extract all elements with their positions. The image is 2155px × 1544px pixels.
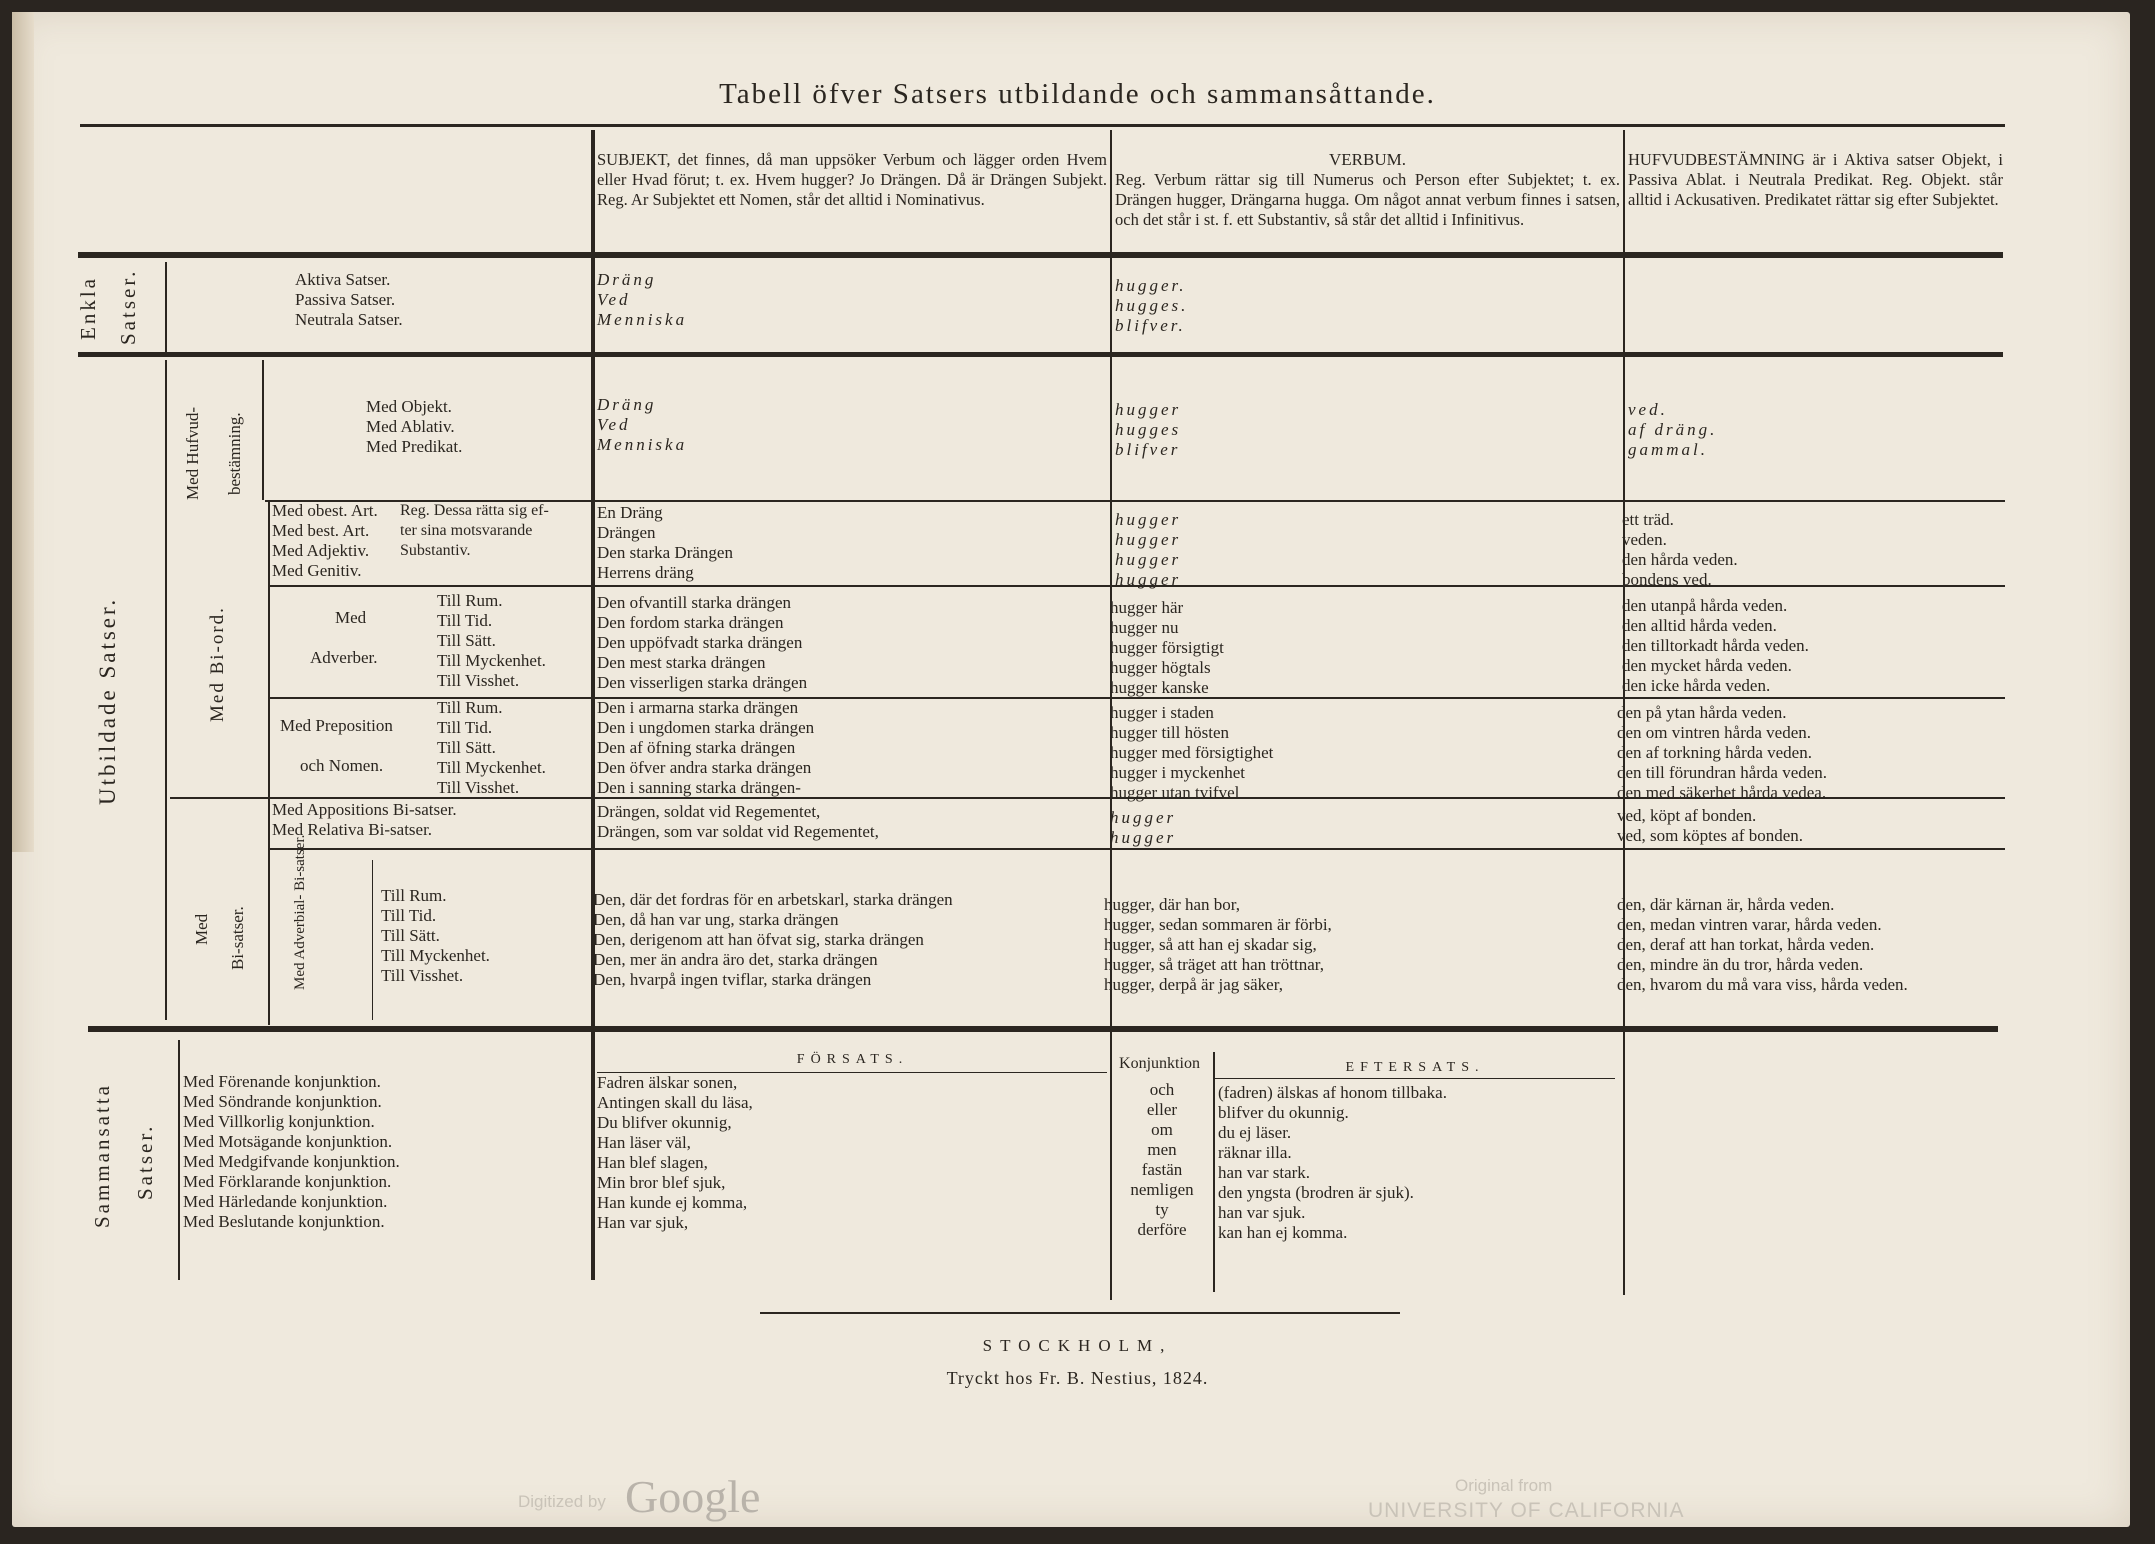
hufvud-types: Med Objekt. Med Ablativ. Med Predikat. (366, 397, 463, 456)
art-subjects: En Dräng Drängen Den starka Drängen Herrens dräng (597, 503, 733, 582)
bisatser-label: Bi-satser. (228, 906, 247, 970)
enkla-verbs: hugger. hugges. blifver. (1115, 276, 1189, 335)
side-divider-4 (268, 500, 270, 1025)
eftersats-rule (1215, 1078, 1615, 1079)
bestamning-label: bestämning. (225, 412, 244, 495)
sammansatta-label: Sammansatta (90, 1083, 114, 1228)
subjekt-divider (591, 130, 595, 1280)
art-bestamning: ett träd. veden. den hårda veden. bondens ved. (1622, 510, 1738, 589)
enkla-rule (78, 352, 2003, 357)
table-title: Tabell öfver Satsers utbildande och sammansåttande. (719, 78, 1436, 110)
samman-types: Med Förenande konjunktion. Med Söndrande konjunktion. Med Villkorlig konjunktion. Med Motsägande konjunktion. Med Medgifvande konjunktion. Med Förklarande konjunktion. Med Härledande konjunktion. Med Beslutande konjunktion. (183, 1072, 400, 1231)
prep-till: Till Rum. Till Tid. Till Sätt. Till Myckenhet. Till Visshet. (437, 698, 546, 797)
original-from-text: Original from (1455, 1476, 1553, 1495)
university-text: UNIVERSITY OF CALIFORNIA (1368, 1499, 1685, 1522)
forsats-title: FÖRSATS. (796, 1052, 909, 1067)
samman-satser-label: Satser. (133, 1123, 157, 1200)
footer-rule (760, 1312, 1400, 1314)
imprint-printer: Tryckt hos Fr. B. Nestius, 1824. (946, 1368, 1209, 1388)
imprint-city: STOCKHOLM, (982, 1336, 1173, 1355)
digitized-by-text: Digitized by (518, 1492, 606, 1511)
side-divider-2 (165, 360, 167, 1020)
appos-bestamning: ved, köpt af bonden. ved, som köptes af bonden. (1617, 806, 1804, 845)
advbi-subjects: Den, där det fordras för en arbetskarl, starka drängen Den, då han var ung, starka drängen Den, derigenom att han öfvat sig, starka drängen Den, mer än andra äro det, starka drängen Den, hvarpå ingen tviflar, starka drängen (593, 890, 953, 989)
adverb-till: Till Rum. Till Tid. Till Sätt. Till Myckenhet. Till Visshet. (437, 591, 546, 690)
forsats-lines: Fadren älskar sonen, Antingen skall du läsa, Du blifver okunnig, Han läser väl, Han blef slagen, Min bror blef sjuk, Han kunde ej komma, Han var sjuk, (597, 1073, 753, 1232)
verbum-header-title: VERBUM. (1329, 150, 1406, 169)
title-rule (80, 124, 2005, 127)
med-hufvud-label: Med Hufvud- (183, 406, 202, 500)
book-spine-edge (12, 12, 34, 852)
art-rule-note: Reg. Dessa rätta sig ef- ter sina motsvarande Substantiv. (400, 502, 549, 559)
med-label: Med (192, 913, 211, 945)
advbi-till: Till Rum. Till Tid. Till Sätt. Till Myckenhet. Till Visshet. (381, 886, 490, 985)
advbi-label: Med Adverbial- Bi-satser. (292, 834, 308, 990)
hufvud-bestamning: ved. af dräng. gammal. (1628, 400, 1718, 459)
art-types: Med obest. Art. Med best. Art. Med Adjektiv. Med Genitiv. (272, 501, 378, 580)
side-divider-3 (262, 360, 264, 500)
konj-list: och eller om men fastän nemligen ty derföre (1130, 1080, 1194, 1239)
utbildade-rule (88, 1026, 1998, 1032)
enkla-types: Aktiva Satser. Passiva Satser. Neutrala Satser. (295, 270, 403, 329)
prep-label-1: Med Preposition (280, 716, 393, 735)
adverb-bestamning: den utanpå hårda veden. den alltid hårda veden. den tilltorkadt hårda veden. den mycket hårda veden. den icke hårda veden. (1622, 596, 1809, 695)
adverb-subjects: Den ofvantill starka drängen Den fordom starka drängen Den uppöfvadt starka drängen Den mest starka drängen Den visserligen starka drängen (597, 593, 808, 692)
prep-label-2: och Nomen. (300, 756, 384, 775)
adverb-label-1: Med (335, 608, 367, 627)
appos-verbs: hugger hugger (1110, 808, 1177, 847)
verbum-header: Reg. Verbum rättar sig till Numerus och Person efter Subjektet; t. ex. Drängen hugger, Drängarna hugga. Om något annat verbum finnes i satsen, och det står i st. f. ett Substantiv, så står det alltid i Infinitivus. (1115, 170, 1620, 229)
advbi-bestamning: den, där kärnan är, hårda veden. den, medan vintren varar, hårda veden. den, deraf att han torkat, hårda veden. den, mindre än du tror, hårda veden. den, hvarom du må vara viss, hårda veden. (1617, 895, 1908, 994)
appos-types: Med Appositions Bi-satser. Med Relativa Bi-satser. (272, 800, 457, 839)
utbildade-label: Utbildade Satser. (95, 596, 120, 805)
eftersats-title: EFTERSATS. (1345, 1060, 1485, 1075)
enkla-label: Enkla (76, 276, 100, 340)
enkla-satser-label: Satser. (116, 268, 140, 345)
appos-subjects: Drängen, soldat vid Regementet, Drängen, som var soldat vid Regementet, (597, 802, 879, 841)
appos-rule (270, 848, 2005, 850)
subjekt-header: SUBJEKT, det finnes, då man uppsöker Verbum och lägger orden Hvem eller Hvad förut; t. ex. Hvem hugger? Jo Drängen. Då är Drängen Subjekt. Reg. Ar Subjektet ett Nomen, står det alltid i Nominativus. (597, 150, 1107, 209)
side-divider-5 (178, 1040, 180, 1280)
hufvud-subjects: Dräng Ved Menniska (597, 395, 688, 454)
enkla-subjects: Dräng Ved Menniska (597, 270, 688, 329)
hufvud-header: HUFVUDBESTÄMNING är i Aktiva satser Objekt, i Passiva Ablat. i Neutrala Predikat. Reg. Objekt. står alltid i Ackusativen. Predikatet rättar sig efter Subjektet. (1628, 150, 2003, 209)
eftersats-lines: (fadren) älskas af honom tillbaka. blifver du okunnig. du ej läser. räknar illa. han var stark. den yngsta (brodren är sjuk). han var sjuk. kan han ej komma. (1218, 1083, 1447, 1242)
advbi-divider (372, 860, 373, 1020)
adverb-verbs: hugger här hugger nu hugger försigtigt hugger högtals hugger kanske (1110, 598, 1224, 697)
art-verbs: hugger hugger hugger hugger (1115, 510, 1182, 589)
prep-bestamning: den på ytan hårda veden. den om vintren hårda veden. den af torkning hårda veden. den till förundran hårda veden. den med säkerhet hårda vedea. (1617, 703, 1828, 802)
prep-subjects: Den i armarna starka drängen Den i ungdomen starka drängen Den af öfning starka drängen Den öfver andra starka drängen Den i sanning starka drängen- (597, 698, 815, 797)
med-biord-label: Med Bi-ord. (207, 606, 228, 722)
google-logo: Google (625, 1471, 761, 1522)
konj-title: Konjunktion (1119, 1055, 1200, 1072)
hufvud-verbs: hugger hugges blifver (1115, 400, 1182, 459)
side-divider-1 (165, 262, 167, 352)
advbi-verbs: hugger, där han bor, hugger, sedan sommaren är förbi, hugger, så att han ej skadar sig, hugger, så träget att han tröttnar, hugger, derpå är jag säker, (1104, 895, 1332, 994)
adverb-label-2: Adverber. (310, 648, 378, 667)
prep-verbs: hugger i staden hugger till hösten hugger med försigtighet hugger i myckenhet hugger utan tvifvel (1110, 703, 1274, 802)
konj-divider (1213, 1052, 1215, 1292)
header-rule (78, 252, 2003, 258)
